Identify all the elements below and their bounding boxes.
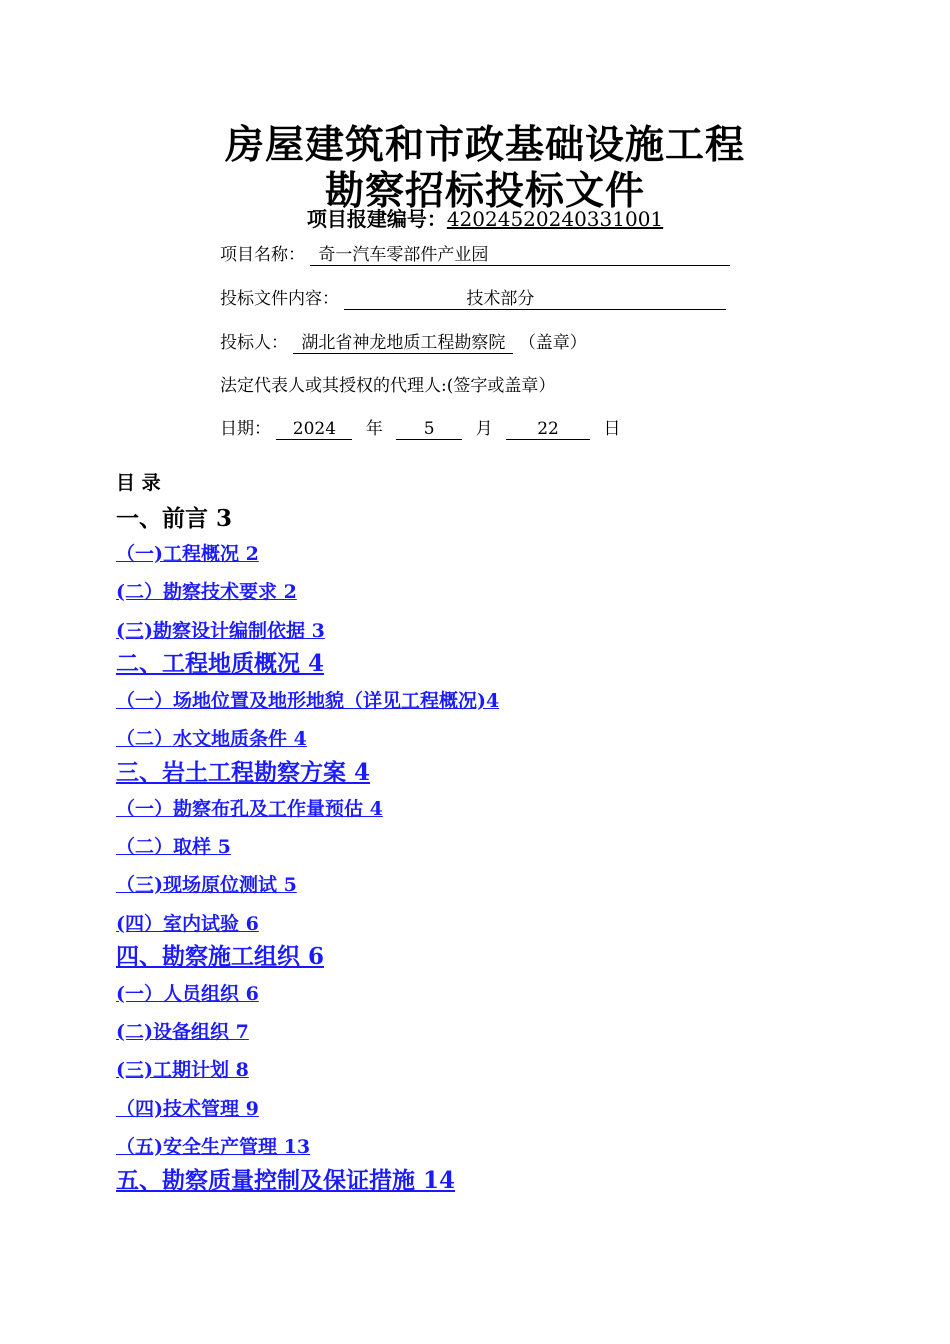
toc-link[interactable]: 二、工程地质概况 4 (116, 650, 325, 677)
date-field (220, 414, 628, 440)
legal-representative-line: 法定代表人或其授权的代理人:(签字或盖章） (220, 376, 556, 396)
toc-link[interactable]: (二）勘察技术要求 2 (116, 581, 297, 603)
project-code-line (0, 203, 950, 232)
toc-link[interactable]: （二）水文地质条件 4 (116, 728, 307, 750)
toc-link[interactable]: 四、勘察施工组织 6 (116, 943, 325, 970)
toc-link[interactable]: （二）取样 5 (116, 836, 231, 858)
toc-link[interactable]: （三)现场原位测试 5 (116, 874, 297, 896)
project-code: 42024520240331001 (446, 207, 664, 231)
document-title-line2: 勘察招标投标文件 (324, 168, 645, 214)
toc-link[interactable]: (四）室内试验 6 (116, 913, 259, 935)
date-day: 22 (506, 419, 590, 440)
toc-heading: 目 录 (116, 472, 161, 494)
toc-link[interactable]: （一）勘察布孔及工作量预估 4 (116, 798, 383, 820)
month-unit: 月 (475, 419, 493, 439)
toc-link[interactable]: 五、勘察质量控制及保证措施 14 (116, 1167, 456, 1194)
year-unit: 年 (365, 419, 383, 439)
toc-link[interactable]: （四)技术管理 9 (116, 1098, 259, 1120)
content-label: 投标文件内容： (220, 289, 339, 309)
bidder-stamp-note: （盖章） (518, 333, 587, 353)
project-name-label: 项目名称： (220, 245, 305, 265)
toc-link[interactable]: 三、岩土工程勘察方案 4 (116, 759, 371, 786)
project-name-value: 奇一汽车零部件产业园 (310, 245, 730, 266)
bidder-label: 投标人： (220, 333, 288, 353)
toc-link[interactable]: （五)安全生产管理 13 (116, 1136, 311, 1158)
day-unit: 日 (603, 419, 621, 439)
project-code-label: 项目报建编号： (306, 207, 447, 231)
toc-link[interactable]: (一）人员组织 6 (116, 983, 259, 1005)
toc-link[interactable]: (三)工期计划 8 (116, 1059, 249, 1081)
toc-preface: 一、前言 3 (116, 505, 233, 532)
bidder-value: 湖北省神龙地质工程勘察院 (293, 333, 513, 354)
date-label: 日期： (220, 419, 271, 439)
bidder-field (220, 328, 587, 354)
project-name-field (220, 240, 730, 266)
toc-link[interactable]: (二)设备组织 7 (116, 1021, 249, 1043)
content-value: 技术部分 (344, 289, 726, 310)
document-title-line1: 房屋建筑和市政基础设施工程 (224, 122, 745, 168)
date-month: 5 (396, 419, 462, 440)
toc-link[interactable]: （一）场地位置及地形地貌（详见工程概况)4 (116, 690, 500, 712)
content-field (220, 284, 726, 310)
date-year: 2024 (276, 419, 352, 440)
toc-link[interactable]: （一)工程概况 2 (116, 543, 259, 565)
toc-link[interactable]: (三)勘察设计编制依据 3 (116, 620, 325, 642)
